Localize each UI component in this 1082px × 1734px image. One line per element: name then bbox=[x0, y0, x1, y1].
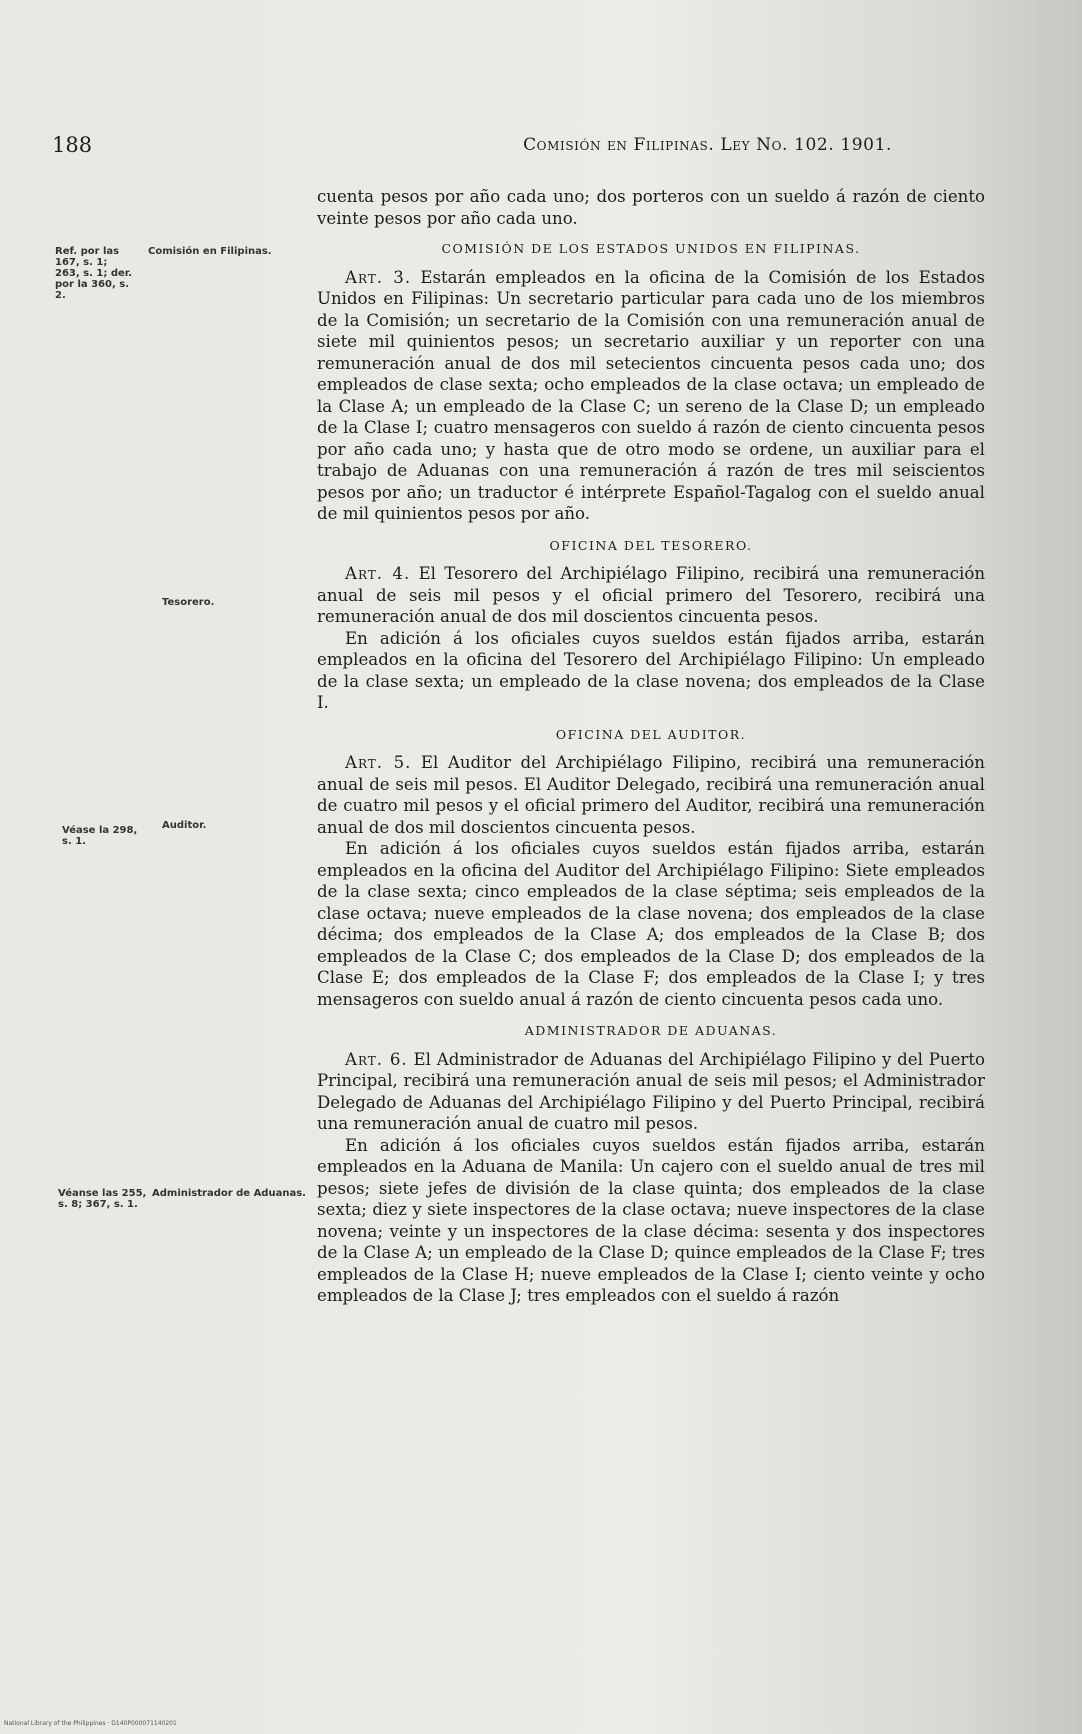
body-text bbox=[317, 186, 985, 1307]
article-4 bbox=[317, 563, 985, 628]
margin-note-administrador: Administrador de Aduanas. bbox=[152, 1188, 306, 1199]
section-heading-comision: COMISIÓN DE LOS ESTADOS UNIDOS EN FILIPINAS. bbox=[441, 241, 861, 256]
article-4-paragraph-2: En adición á los oficiales cuyos sueldos están fijados arriba, estarán empleados en la oficina del Tesorero del Archipiélago Filipino: Un empleado de la clase sexta; un empleado de la clase novena; dos empleados de la Clase I. bbox=[317, 628, 985, 712]
article-label: Art. 5. bbox=[345, 753, 412, 772]
page-header bbox=[52, 133, 892, 163]
margin-note-auditor: Auditor. bbox=[162, 820, 207, 831]
article-5-paragraph-2: En adición á los oficiales cuyos sueldos están fijados arriba, estarán empleados en la oficina del Auditor del Archipiélago Filipino: Siete empleados de la clase sexta; cinco empleados de la clase séptima; seis empleados de la clase octava; nueve empleados de la clase novena; dos empleados de la clase décima; dos empleados de la Clase A; dos empleados de la Clase B; dos empleados de la Clase C; dos empleados de la Clase D; dos empleados de la Clase E; dos empleados de la Clase F; dos empleados de la Clase I; y tres mensageros con sueldo anual á razón de ciento cincuenta pesos cada uno. bbox=[317, 839, 985, 1009]
article-6 bbox=[317, 1049, 985, 1135]
margin-note-comision: Comisión en Filipinas. bbox=[148, 246, 272, 257]
margin-note-ref: Ref. por las 167, s. 1; 263, s. 1; der. por la 360, s. 2. bbox=[55, 246, 133, 301]
section-heading-aduanas: ADMINISTRADOR DE ADUANAS. bbox=[524, 1023, 778, 1038]
margin-note-vease-2: Véanse las 255, s. 8; 367, s. 1. bbox=[58, 1188, 147, 1210]
article-label: Art. 6. bbox=[345, 1049, 408, 1069]
article-label: Art. 3. bbox=[345, 267, 412, 287]
article-3 bbox=[317, 267, 985, 525]
article-text: El Tesorero del Archipiélago Filipino, recibirá una remuneración anual de seis mil pesos y el oficial primero del Tesorero, recibirá una remuneración anual de dos mil doscientos cincuenta pesos. bbox=[317, 564, 985, 626]
running-head: Comisión en Filipinas. Ley No. 102. 1901. bbox=[523, 135, 892, 155]
page-number: 188 bbox=[52, 133, 93, 157]
article-text: El Auditor del Archipiélago Filipino, recibirá una remuneración anual de seis mil pesos. El Auditor Delegado, recibirá una remuneración anual de cuatro mil pesos y el oficial primero del Auditor, recibirá una remuneración anual de dos mil doscientos cincuenta pesos. bbox=[317, 753, 985, 837]
article-6-paragraph-2: En adición á los oficiales cuyos sueldos están fijados arriba, estarán empleados en la Aduana de Manila: Un cajero con el sueldo anual de tres mil pesos; siete jefes de división de la clase quinta; dos empleados de la clase sexta; diez y siete inspectores de la clase octava; nueve inspectores de la clase novena; veinte y un inspectores de la clase décima: sesenta y dos inspectores de la Clase A; un empleado de la Clase D; quince empleados de la Clase F; tres empleados de la Clase H; nueve empleados de la Clase I; ciento veinte y ocho empleados de la Clase J; tres empleados con el sueldo á razón bbox=[317, 1135, 985, 1305]
paragraph-continuation: cuenta pesos por año cada uno; dos porteros con un sueldo á razón de ciento veinte pesos por año cada uno. bbox=[317, 187, 985, 228]
section-heading-auditor: OFICINA DEL AUDITOR. bbox=[555, 726, 747, 742]
margin-note-vease: Véase la 298, s. 1. bbox=[62, 825, 138, 847]
scan-credit: National Library of the Philippines · D140P000071140201 bbox=[4, 1720, 177, 1727]
article-label: Art. 4. bbox=[345, 564, 411, 583]
article-text: El Administrador de Aduanas del Archipiélago Filipino y del Puerto Principal, recibirá una remuneración anual de seis mil pesos; el Administrador Delegado de Aduanas del Archipiélago Filipino y del Puerto Principal, recibirá una remuneración anual de cuatro mil pesos. bbox=[317, 1049, 985, 1133]
article-text: Estarán empleados en la oficina de la Comisión de los Estados Unidos en Filipinas: Un secretario particular para cada uno de los miembros de la Comisión; un secretario de la Comisión con una remuneración anual de siete mil quinientos pesos; un secretario auxiliar y un reporter con una remuneración anual de dos mil setecientos cincuenta pesos cada uno; dos empleados de clase sexta; ocho empleados de la clase octava; un empleado de la Clase A; un empleado de la Clase C; un sereno de la Clase D; un empleado de la Clase I; cuatro mensageros con sueldo á razón de ciento cincuenta pesos por año cada uno; y hasta que de otro modo se ordene, un auxiliar para el trabajo de Aduanas con una remuneración á razón de tres mil seiscientos pesos por año; un traductor é intérprete Español-Tagalog con el sueldo anual de mil quinientos pesos por año. bbox=[317, 267, 985, 523]
section-heading-tesorero: OFICINA DEL TESORERO. bbox=[549, 537, 753, 553]
margin-note-tesorero: Tesorero. bbox=[162, 597, 215, 608]
article-5 bbox=[317, 752, 985, 838]
